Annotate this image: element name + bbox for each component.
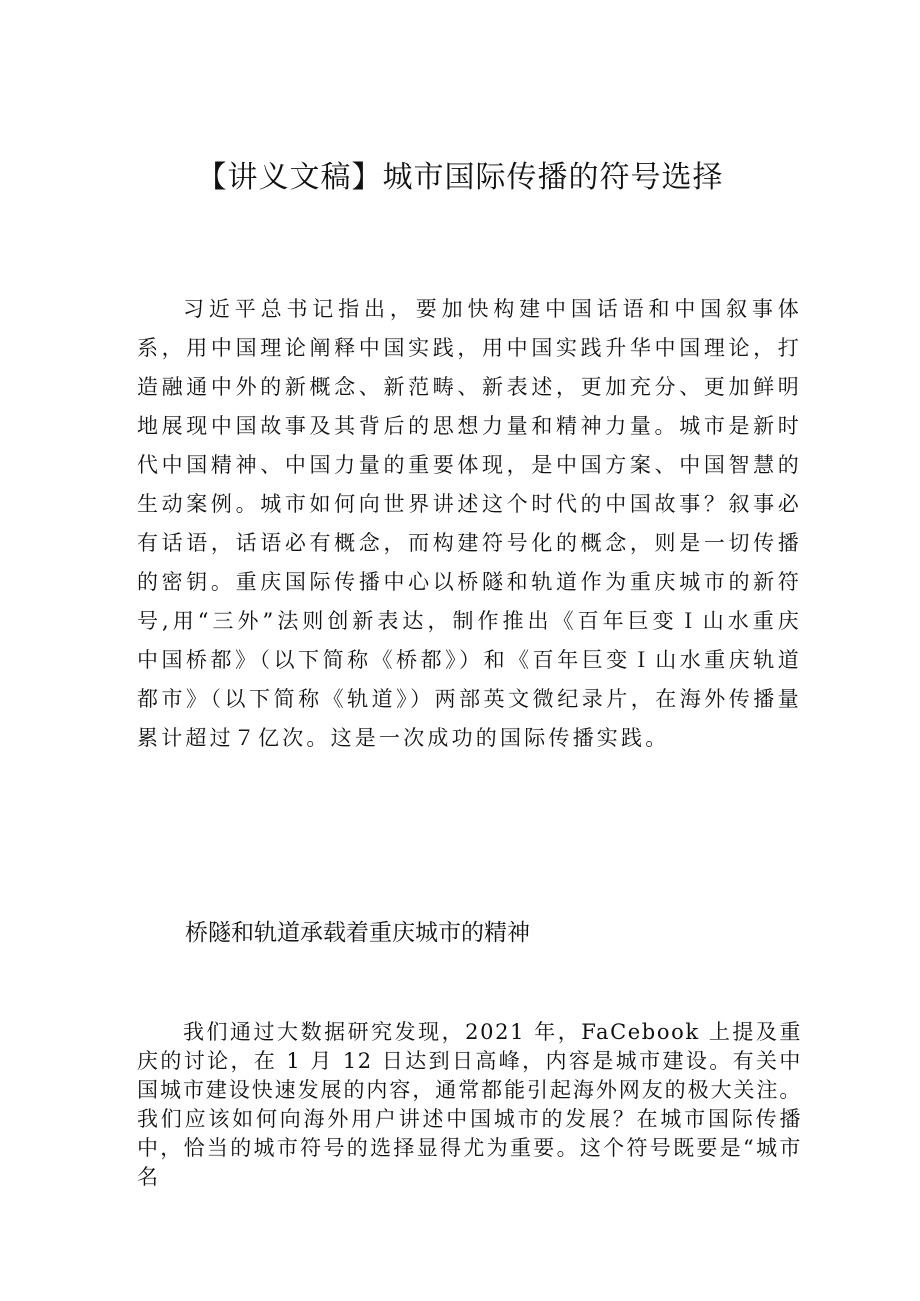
body-paragraph: 我们通过大数据研究发现，2021 年，FaCebook 上提及重庆的讨论，在 1 月 12 日达到日高峰，内容是城市建设。有关中国城市建设快速发展的内容，通常都能引起海外网友的极大关注。我们应该如何向海外用户讲述中国城市的发展？在城市国际传播中，恰当的城市符号的选择显得尤为重要。这个符号既要是“城市名: [137, 1020, 802, 1189]
section-heading: 桥隧和轨道承载着重庆城市的精神: [185, 920, 530, 946]
document-title: 【讲义文稿】城市国际传播的符号选择: [196, 160, 724, 195]
intro-paragraph: 习近平总书记指出，要加快构建中国话语和中国叙事体系，用中国理论阐释中国实践，用中国实践升华中国理论，打造融通中外的新概念、新范畴、新表述，更加充分、更加鲜明地展现中国故事及其背后的思想力量和精神力量。城市是新时代中国精神、中国力量的重要体现，是中国方案、中国智慧的生动案例。城市如何向世界讲述这个时代的中国故事？叙事必有话语，话语必有概念，而构建符号化的概念，则是一切传播的密钥。重庆国际传播中心以桥隧和轨道作为重庆城市的新符号,用“三外”法则创新表达，制作推出《百年巨变Ｉ山水重庆中国桥都》（以下简称《桥都》）和《百年巨变Ｉ山水重庆轨道都市》（以下简称《轨道》）两部英文微纪录片，在海外传播量累计超过７亿次。这是一次成功的国际传播实践。: [137, 297, 802, 750]
